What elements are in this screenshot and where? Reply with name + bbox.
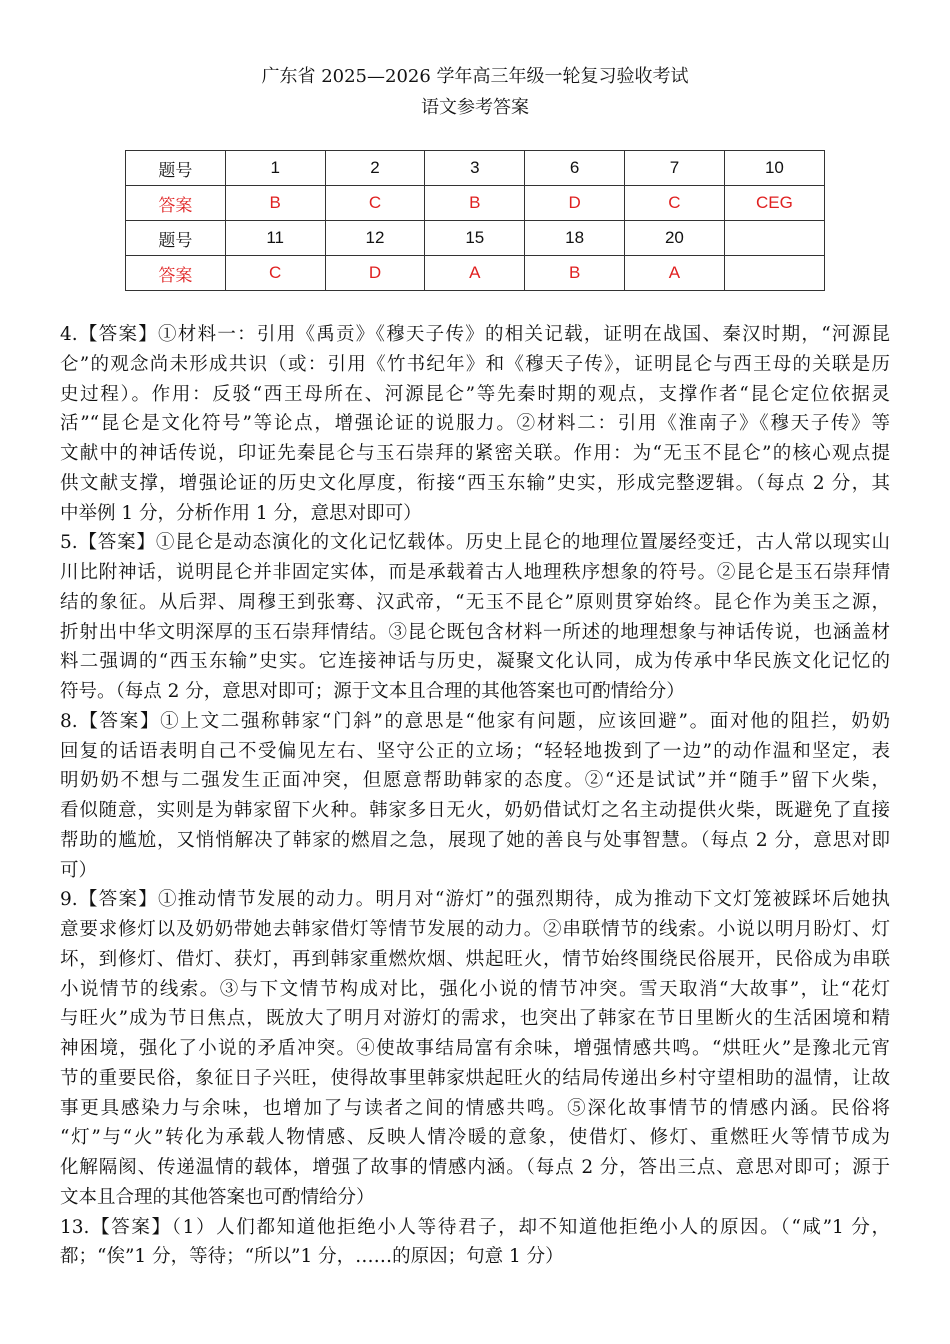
- answer-cell: B: [225, 186, 325, 221]
- text-line: 可）: [60, 859, 98, 881]
- question-number-cell: 2: [325, 151, 425, 186]
- question-number-cell: 3: [425, 151, 525, 186]
- text-line: 明奶奶不想与二强发生正面冲突，但愿意帮助韩家的态度。②“还是试试”并“随手”留下火柴，: [60, 770, 890, 792]
- row-label: 答案: [126, 186, 226, 221]
- text-line: 中举例 1 分，分析作用 1 分，意思对即可）: [60, 502, 422, 524]
- answer-cell: B: [525, 256, 625, 291]
- document-title: 广东省 2025—2026 学年高三年级一轮复习验收考试: [261, 66, 689, 87]
- text-line: 8.【答案】①上文二强称韩家“门斜”的意思是“他家有问题，应该回避”。面对他的阻拦，奶奶: [60, 710, 890, 732]
- text-line: 结的象征。从后羿、周穆王到张骞、汉武帝，“无玉不昆仑”原则贯穿始终。昆仑作为美玉之源，: [60, 591, 890, 613]
- answer-cell: D: [525, 186, 625, 221]
- answer-paragraph: [60, 528, 890, 707]
- answer-cell: C: [225, 256, 325, 291]
- answer-cell: C: [625, 186, 725, 221]
- answer-cell: C: [325, 186, 425, 221]
- answer-table: [125, 150, 825, 291]
- text-line: 活”“昆仑是文化符号”等论点，增强论证的说服力。②材料二：引用《淮南子》《穆天子传》等: [60, 413, 890, 435]
- text-line: 文本且合理的其他答案也可酌情给分）: [60, 1186, 375, 1208]
- question-number-cell: 1: [225, 151, 325, 186]
- text-line: 帮助的尴尬，又悄悄解决了韩家的燃眉之急，展现了她的善良与处事智慧。（每点 2 分，意思对即: [60, 829, 890, 851]
- answer-paragraph: [60, 320, 890, 528]
- text-line: 看似随意，实则是为韩家留下火种。韩家多日无火，奶奶借试灯之名主动提供火柴，既避免了直接: [60, 800, 890, 821]
- text-line: 神困境，强化了小说的矛盾冲突。④使故事结局富有余味，增强情感共鸣。“烘旺火”是豫北元宵: [60, 1038, 890, 1059]
- text-line: 小说情节的线索。③与下文情节构成对比，强化小说的情节冲突。雪天取消“大故事”，让“花灯: [60, 978, 890, 1000]
- text-line: 符号。（每点 2 分，意思对即可；源于文本且合理的其他答案也可酌情给分）: [60, 681, 685, 702]
- text-line: 化解隔阂、传递温情的载体，增强了故事的情感内涵。（每点 2 分，答出三点、意思对即可；源于: [60, 1157, 890, 1178]
- question-number-cell: 12: [325, 221, 425, 256]
- question-number-row: [126, 221, 825, 256]
- question-number-cell: [724, 221, 824, 256]
- text-line: “灯”与“火”转化为承载人物情感、反映人情冷暖的意象，使借灯、修灯、重燃旺火等情节成为: [60, 1127, 890, 1149]
- text-line: 坏，到修灯、借灯、获灯，再到韩家重燃炊烟、烘起旺火，情节始终围绕民俗展开，民俗成为串联: [60, 948, 890, 970]
- answer-cell: B: [425, 186, 525, 221]
- question-number-cell: 18: [525, 221, 625, 256]
- question-number-cell: 11: [225, 221, 325, 256]
- text-line: 川比附神话，说明昆仑并非固定实体，而是承载着古人地理秩序想象的符号。②昆仑是玉石崇拜情: [60, 562, 890, 583]
- text-line: 料二强调的“西玉东输”史实。它连接神话与历史，凝聚文化认同，成为传承中华民族文化记忆的: [60, 651, 890, 673]
- text-line: 4.【答案】①材料一：引用《禹贡》《穆天子传》的相关记载，证明在战国、秦汉时期，“河源昆: [60, 324, 890, 345]
- text-line: 与旺火”成为节日焦点，既放大了明月对游灯的需求，也突出了韩家在节日里断火的生活困境和精: [60, 1008, 890, 1030]
- document-subtitle: 语文参考答案: [421, 97, 529, 118]
- answer-cell: D: [325, 256, 425, 291]
- text-line: 折射出中华文明深厚的玉石崇拜情结。③昆仑既包含材料一所述的地理想象与神话传说，也涵盖材: [60, 621, 890, 643]
- text-line: 13.【答案】（1）人们都知道他拒绝小人等待君子，却不知道他拒绝小人的原因。（“咸”1 分，: [60, 1216, 890, 1238]
- text-line: 史过程）。作用：反驳“西王母所在、河源昆仑”等先秦时期的观点，支撑作者“昆仑定位依据灵: [60, 383, 890, 405]
- text-line: 文献中的神话传说，印证先秦昆仑与玉石崇拜的紧密关联。作用：为“无玉不昆仑”的核心观点提: [60, 443, 890, 464]
- text-line: 都；“俟”1 分，等待；“所以”1 分，……的原因；句意 1 分）: [60, 1246, 564, 1268]
- text-line: 事更具感染力与余味，也增加了与读者之间的情感共鸣。⑤深化故事情节的情感内涵。民俗将: [60, 1097, 890, 1119]
- answer-cell: [724, 256, 824, 291]
- text-line: 回复的话语表明自己不受偏见左右、坚守公正的立场；“轻轻地拨到了一边”的动作温和坚定，表: [60, 740, 890, 762]
- question-number-cell: 20: [625, 221, 725, 256]
- question-number-cell: 10: [724, 151, 824, 186]
- row-label: 题号: [126, 151, 226, 186]
- question-number-row: [126, 151, 825, 186]
- answer-row: [126, 256, 825, 291]
- row-label: 答案: [126, 256, 226, 291]
- text-line: 5.【答案】①昆仑是动态演化的文化记忆载体。历史上昆仑的地理位置屡经变迁，古人常以现实山: [60, 532, 890, 554]
- text-line: 仑”的观念尚未形成共识（或：引用《竹书纪年》和《穆天子传》，证明昆仑与西王母的关联是历: [60, 353, 890, 375]
- answer-row: [126, 186, 825, 221]
- row-label: 题号: [126, 221, 226, 256]
- answer-cell: A: [625, 256, 725, 291]
- text-line: 9.【答案】①推动情节发展的动力。明月对“游灯”的强烈期待，成为推动下文灯笼被踩坏后她执: [60, 889, 890, 911]
- text-line: 供文献支撑，增强论证的历史文化厚度，衔接“西玉东输”史实，形成完整逻辑。（每点 2 分，其: [60, 472, 890, 494]
- answer-paragraph: [60, 707, 890, 886]
- answer-paragraph: [60, 1213, 890, 1273]
- answer-paragraph: [60, 885, 890, 1212]
- question-number-cell: 15: [425, 221, 525, 256]
- question-number-cell: 6: [525, 151, 625, 186]
- answer-cell: A: [425, 256, 525, 291]
- question-number-cell: 7: [625, 151, 725, 186]
- answer-explanations: [60, 320, 890, 1272]
- answer-cell: CEG: [724, 186, 824, 221]
- text-line: 意要求修灯以及奶奶带她去韩家借灯等情节发展的动力。②串联情节的线索。小说以明月盼灯、灯: [60, 919, 890, 940]
- text-line: 节的重要民俗，象征日子兴旺，使得故事里韩家烘起旺火的结局传递出乡村守望相助的温情，让故: [60, 1067, 890, 1089]
